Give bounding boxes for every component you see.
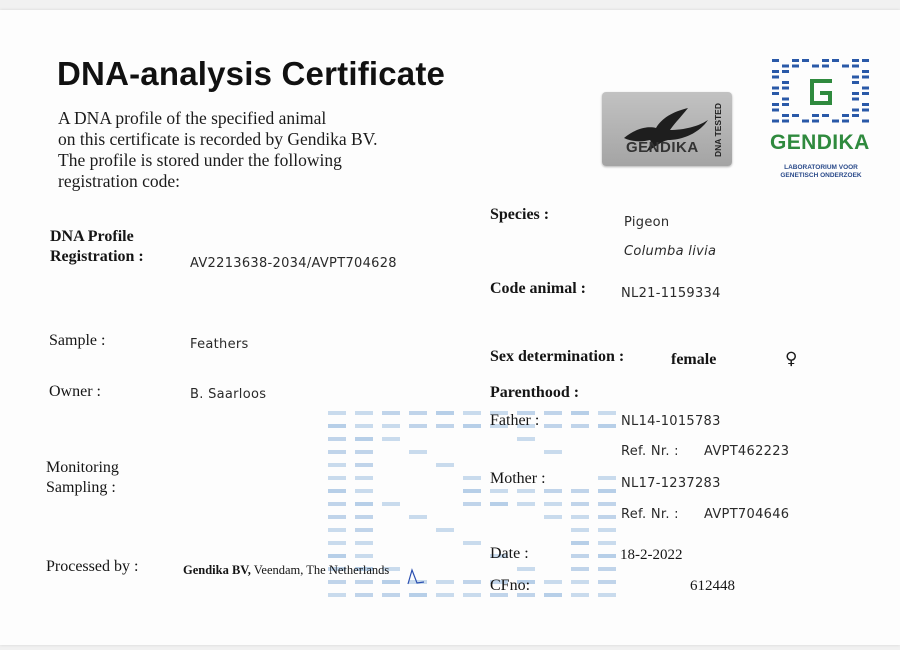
sample-value: Feathers xyxy=(190,337,249,352)
cfno-label: CFno: xyxy=(490,577,531,594)
mother-value: NL17-1237283 xyxy=(621,476,721,491)
father-value: NL14-1015783 xyxy=(621,414,721,429)
stamp-text: GENDIKA xyxy=(626,139,699,156)
cfno-value: 612448 xyxy=(690,578,735,594)
intro-line: on this certificate is recorded by Gendika BV. xyxy=(58,129,378,149)
father-ref-label: Ref. Nr. : xyxy=(621,444,679,459)
gendika-logo-subtitle xyxy=(770,164,872,180)
intro-line: A DNA profile of the specified animal xyxy=(58,108,327,128)
intro-line: registration code: xyxy=(58,171,180,191)
certificate-intro xyxy=(58,108,408,192)
processed-by-value xyxy=(183,563,389,578)
sample-label: Sample : xyxy=(49,332,106,349)
processed-by-label: Processed by : xyxy=(46,558,139,575)
species-label: Species : xyxy=(490,206,550,223)
processor-location: Veendam, The Netherlands xyxy=(253,563,390,577)
gendika-logo-name: GENDIKA xyxy=(770,131,870,154)
certificate-sheet xyxy=(0,10,900,645)
dna-tested-stamp xyxy=(602,92,732,166)
species-latin-value: Columba livia xyxy=(624,244,717,259)
dna-profile-label: DNA Profile xyxy=(50,228,134,245)
mother-ref-value: AVPT704646 xyxy=(704,507,790,522)
handwritten-mark-icon xyxy=(405,568,427,586)
mother-ref-label: Ref. Nr. : xyxy=(621,507,679,522)
sex-value: female xyxy=(671,351,717,368)
stamp-side-text: DNA TESTED xyxy=(713,103,723,157)
certificate-title: DNA-analysis Certificate xyxy=(57,55,446,92)
registration-value: AV2213638-2034/AVPT704628 xyxy=(190,256,397,271)
gendika-logo-icon xyxy=(768,57,874,127)
intro-line: The profile is stored under the following xyxy=(58,150,342,170)
mother-label: Mother : xyxy=(490,470,546,487)
owner-value: B. Saarloos xyxy=(190,387,267,402)
registration-label: Registration : xyxy=(50,248,144,265)
code-animal-label: Code animal : xyxy=(490,280,586,297)
date-value: 18-2-2022 xyxy=(620,547,683,563)
processor-name: Gendika BV, xyxy=(183,563,251,577)
sampling-label: Sampling : xyxy=(46,479,116,496)
father-label: Father : xyxy=(490,412,540,429)
date-label: Date : xyxy=(490,545,529,562)
sex-determination-label: Sex determination : xyxy=(490,348,625,365)
father-ref-value: AVPT462223 xyxy=(704,444,790,459)
monitoring-label: Monitoring xyxy=(46,459,119,476)
female-symbol-icon: ♀ xyxy=(785,349,798,369)
logo-subtitle-line: LABORATORIUM VOOR xyxy=(784,164,858,171)
logo-subtitle-line: GENETISCH ONDERZOEK xyxy=(780,172,862,179)
code-animal-value: NL21-1159334 xyxy=(621,286,721,301)
owner-label: Owner : xyxy=(49,383,101,400)
species-common-value: Pigeon xyxy=(624,215,670,230)
parenthood-label: Parenthood : xyxy=(490,384,580,401)
